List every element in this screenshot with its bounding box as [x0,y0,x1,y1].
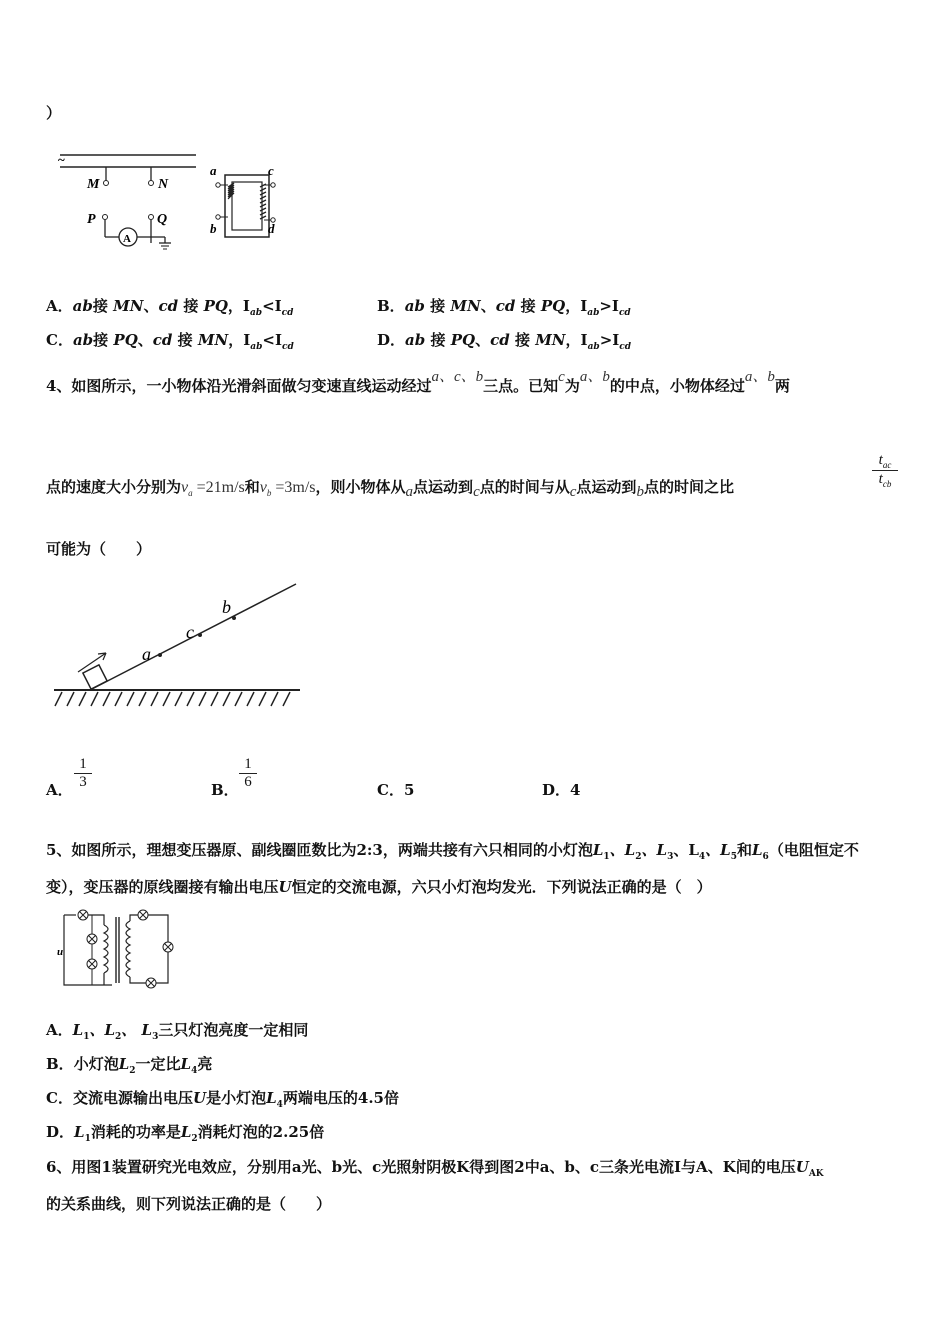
q4-time-ratio-fraction: $t_{ac}$ $t_{cb}$ [872,452,898,489]
q4-option-A-fraction: $\frac{1}{3}$ [74,756,92,791]
q3-label-Q: Q [157,212,168,227]
q3-option-C[interactable]: C．ab接 PQ、cd 接 MN，$I_{ab}<I_{cd}$ [46,331,294,352]
q3-tilde: ~ [58,152,65,167]
coil-ab-icon [228,183,234,199]
q6-stem-line1: 6、用图1装置研究光电效应，分别用a光、b光、c光照射阴极K得到图2中a、b、c三条光电流I与A、K间的电压$U_{AK}$ [46,1158,824,1179]
q5-fig-label-u: u [57,946,64,958]
q4-fig-label-c: c [186,622,194,642]
secondary-coil-icon [126,921,130,977]
q4-option-B-fraction: $\frac{1}{6}$ [239,756,257,791]
q3-option-D[interactable]: D．ab 接 PQ、cd 接 MN，$I_{ab}>I_{cd}$ [377,331,632,352]
q3-option-B[interactable]: B．ab 接 MN、cd 接 PQ，$I_{ab}>I_{cd}$ [377,297,631,318]
q4-stem-line3: 可能为（ ） [46,540,152,558]
q5-option-C[interactable]: C．交流电源输出电压U是小灯泡$L_4$两端电压的4.5倍 [46,1089,399,1110]
q3-label-d: d [268,221,275,236]
q3-option-A[interactable]: A．ab接 MN、cd 接 PQ，$I_{ab}<I_{cd}$ [46,297,294,318]
q4-stem-line1: 4、如图所示，一小物体沿光滑斜面做匀变速直线运动经过a、c、b三点。已知c为a、b的中点，小物体经过a、b两 [46,369,790,395]
q6-stem-line2: 的关系曲线，则下列说法正确的是（ ） [46,1195,332,1213]
q4-option-C[interactable]: C．5 [377,781,415,799]
q3-label-A: A [123,233,131,245]
q3-circuit-figure [50,145,290,260]
q4-fig-label-b: b [222,597,231,617]
q3-label-P: P [87,212,96,227]
q5-option-A[interactable]: A．$L_1$、$L_2$、 $L_3$三只灯泡亮度一定相同 [46,1021,309,1042]
q4-option-B[interactable]: B． [211,781,239,799]
q4-stem-line2: 点的速度大小分别为$v_a =21m/s$和$v_b =3m/s$，则小物体从a点运动到c点的时间与从c点运动到b点的时间之比 [46,478,734,500]
primary-coil-icon [104,925,108,973]
q5-stem-line1: 5、如图所示，理想变压器原、副线圈匝数比为2:3，两端共接有六只相同的小灯泡$L_1$、$L_2$、$L_3$、$L_4$、$L_5$和$L_6$（电阻恒定不 [46,841,859,862]
q3-label-b: b [210,221,217,236]
block-icon [83,665,107,689]
q4-option-D[interactable]: D．4 [542,781,581,799]
coil-cd-icon [260,184,266,219]
q3-label-a: a [210,163,217,178]
q3-closing-paren: ） [46,104,62,122]
q3-label-M: M [87,177,100,192]
q5-transformer-figure [56,907,181,992]
q5-stem-line2: 变），变压器的原线圈接有输出电压U恒定的交流电源，六只小灯泡均发光．下列说法正确的是（ ） [46,878,712,896]
q4-incline-figure [50,580,305,710]
q3-label-N: N [158,177,169,192]
q5-option-B[interactable]: B．小灯泡$L_2$一定比$L_4$亮 [46,1055,213,1076]
q4-option-A[interactable]: A． [46,781,73,799]
q3-label-c: c [268,163,274,178]
q4-fig-label-a: a [142,644,151,664]
q5-option-D[interactable]: D．$L_1$消耗的功率是$L_2$消耗灯泡的2.25倍 [46,1123,325,1144]
